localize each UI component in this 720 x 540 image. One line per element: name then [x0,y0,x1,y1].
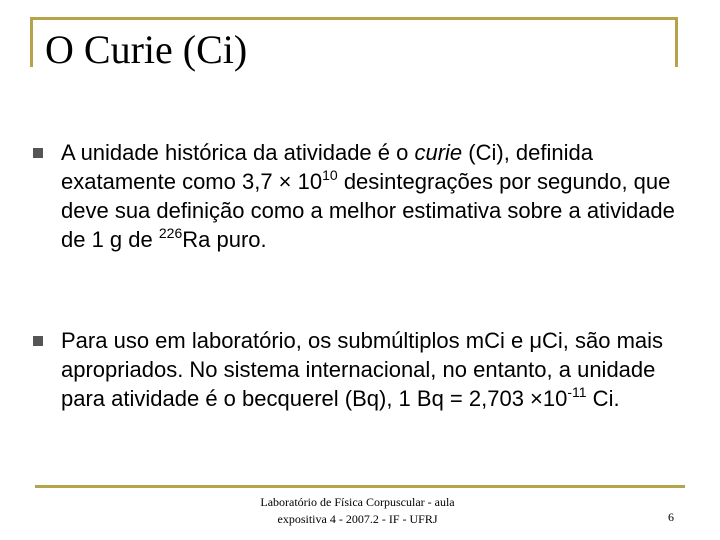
bullet-text-segment: Ra puro. [182,227,267,252]
title-frame-right [675,17,678,67]
title-frame-left [30,17,33,67]
bullet-square-icon [33,148,43,158]
footer-caption [235,494,480,528]
bullet-text-segment: (Ci), definida exatamente como 3,7 × 10 [61,140,594,194]
title-frame-top [30,17,678,20]
isotope-mass-number: 226 [158,225,183,241]
exponent: -11 [567,384,587,400]
footer-line: Laboratório de Física Corpuscular - aula [260,495,455,509]
slide-title: O Curie (Ci) [45,27,248,72]
bullet-text [61,326,681,413]
bullet-square-icon [33,336,43,346]
bullet-text-segment: desintegrações por segundo, que deve sua definição como a melhor estimativa sobre a atividade de 1 g de [61,169,675,252]
bullet-text-segment: Para uso em laboratório, os submúltiplos mCi e μCi, são mais apropriados. No sistema internacional, no entanto, a unidade para atividade é o becquerel (Bq), 1 Bq = 2,703 ×10 [61,328,664,411]
bullet-text-segment: A unidade histórica da atividade é o [61,140,415,165]
bullet-text-segment: Ci. [586,386,620,411]
curie-term: curie [414,140,463,165]
exponent: 10 [322,167,338,183]
footer-rule [35,485,685,488]
page-number: 6 [668,510,674,524]
footer-line: expositiva 4 - 2007.2 - IF - UFRJ [277,512,438,526]
bullet-text [61,138,681,254]
